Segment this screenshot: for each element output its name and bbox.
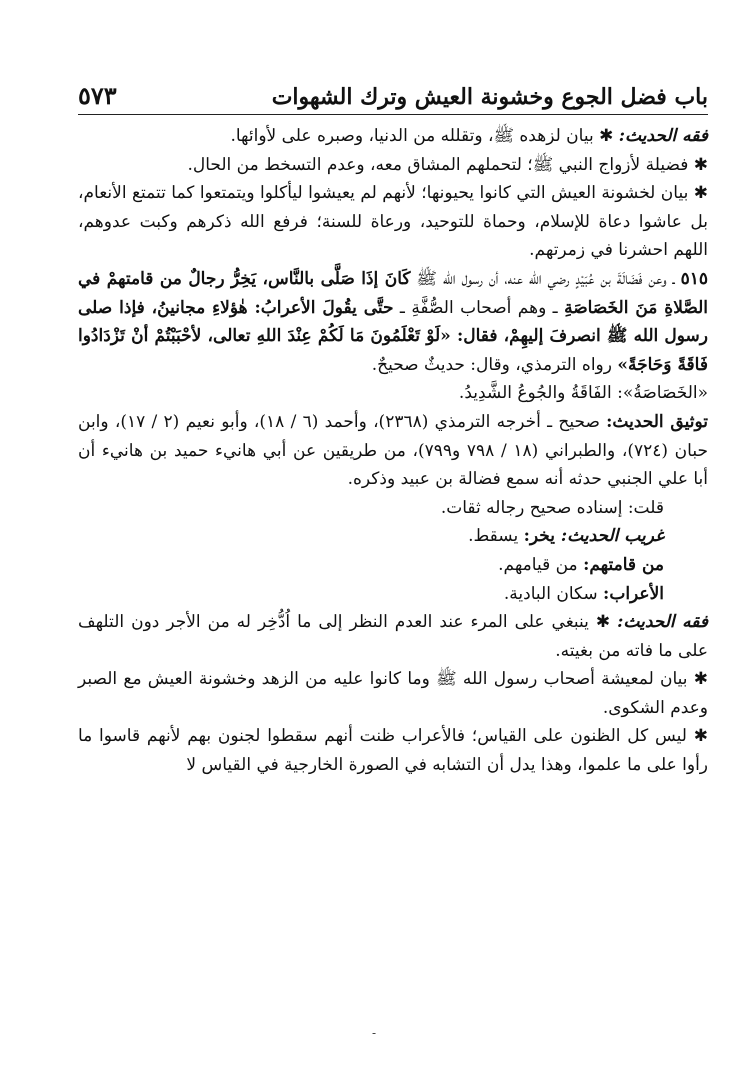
fiqh2-paragraph-3 — [78, 722, 708, 779]
hadith-text-bold: كَانَ إذَا صَلَّى بالنَّاس، يَخِرُّ رجالٌ من قامتهمْ في الصَّلاةِ مَنَ الخَصَاصَةِ — [78, 268, 709, 318]
gloss-text: «الخَصَاصَةُ»: الفَاقَةُ والجُوعُ الشَّدِيدُ. — [458, 383, 708, 404]
gharib-line-3 — [78, 580, 708, 609]
takhrij-label: توثيق الحديث: — [606, 411, 708, 432]
hadith-gloss — [78, 379, 708, 408]
qultu-line — [78, 494, 708, 523]
hadith-quote: «لَوْ تَعْلَمُونَ مَا لَكُمْ عِنْدَ اللهِ تعالى، لأحْبَبْتُمْ أنْ تَزْدَادُوا فَاقَةً وَحَاجَةً» — [78, 326, 708, 375]
hadith-number: ٥١٥ — [680, 268, 708, 289]
chapter-title: باب فضل الجوع وخشونة العيش وترك الشهوات — [271, 84, 708, 110]
gharib-definition: يسقط. — [468, 526, 524, 547]
hadith-text-bold: حتَّى يقُولَ الأعرابُ: هٰؤلاءِ مجانينُ، فإذا صلى رسول الله ﷺ انصرفَ إليهِمْ، فقال: — [78, 297, 708, 347]
fiqh-point: ✱ بيان لزهده ﷺ، وتقلله من الدنيا، وصبره على لأوائها. — [230, 126, 619, 146]
gharib-term: يخر: — [523, 526, 561, 547]
gharib-definition: سكان البادية. — [503, 583, 604, 604]
page-body — [78, 122, 708, 780]
fiqh-label: فقه الحديث: — [617, 612, 708, 633]
fiqh2-paragraph-1 — [78, 608, 708, 665]
gharib-line-1 — [78, 522, 708, 551]
fiqh-point: ✱ بيان لمعيشة أصحاب رسول الله ﷺ وما كانوا عليه من الزهد وخشونة العيش مع الصبر وعدم الشكوى. — [78, 669, 708, 718]
page-header — [78, 70, 708, 110]
fiqh-point: ✱ ليس كل الظنون على القياس؛ فالأعراب ظنت أنهم سقطوا لجنون بهم لأنهم قاسوا ما رأوا على ما علموا، وهذا يدل أن التشابه في الصورة الخارجية في القياس لا — [78, 726, 708, 776]
takhrij-text: صحيح ـ أخرجه الترمذي (٢٣٦٨)، وأحمد (٦ / ١٨)، وأبو نعيم (٢ / ١٧)، وابن حبان (٧٢٤)، والطبراني (١٨ / ٧٩٨ و٧٩٩)، من طريقين عن أبي هانيء حميد بن هانيء أن أبا علي الجنبي حدثه أنه سمع فضالة بن عبيد وذكره. — [78, 411, 708, 490]
fiqh-paragraph-2 — [78, 151, 708, 180]
hadith-text: ـ وهم أصحاب الصُّفَّةِ ـ — [393, 297, 565, 318]
fiqh-label: فقه الحديث: — [618, 126, 708, 146]
gharib-definition: من قيامهم. — [498, 554, 584, 575]
fiqh-point: ✱ بيان لخشونة العيش التي كانوا يحيونها؛ لأنهم لم يعيشوا ليأكلوا ويتمتعوا كما تتمتع الأنعام، بل عاشوا دعاة للإسلام، وحماة للتوحيد، ورعاة للسنة؛ فرفع الله ذكرهم وكبت عدوهم، اللهم احشرنا في زمرتهم. — [78, 183, 708, 261]
fiqh-point: ✱ فضيلة لأزواج النبي ﷺ؛ لتحملهم المشاق معه، وعدم التسخط من الحال. — [187, 154, 708, 175]
page-number: ٥٧٣ — [78, 81, 117, 110]
hadith-source: رواه الترمذي، وقال: حديثٌ صحيحٌ. — [371, 354, 618, 375]
fiqh-paragraph-3 — [78, 179, 708, 265]
hadith-paragraph — [78, 265, 708, 379]
fiqh-paragraph-1 — [78, 122, 708, 151]
hadith-text: ـ وعن فَضَالَةَ بن عُبَيْدٍ رضي الله عنه، أن رسول الله ﷺ — [410, 268, 681, 289]
gharib-line-2 — [78, 551, 708, 580]
fiqh2-paragraph-2 — [78, 665, 708, 722]
fiqh-point: ✱ ينبغي على المرء عند العدم النظر إلى ما اُدُّخِر له من الأجر دون التلهف على ما فاته من بغيته. — [78, 612, 708, 661]
qultu-text: قلت: إسناده صحيح رجاله ثقات. — [440, 497, 664, 518]
header-divider — [78, 114, 708, 115]
takhrij-paragraph — [78, 408, 708, 494]
gharib-term: من قامتهم: — [583, 554, 664, 575]
gharib-label: غريب الحديث: — [560, 526, 664, 547]
gharib-term: الأعراب: — [603, 583, 664, 604]
footer-mark: - — [372, 1026, 377, 1040]
